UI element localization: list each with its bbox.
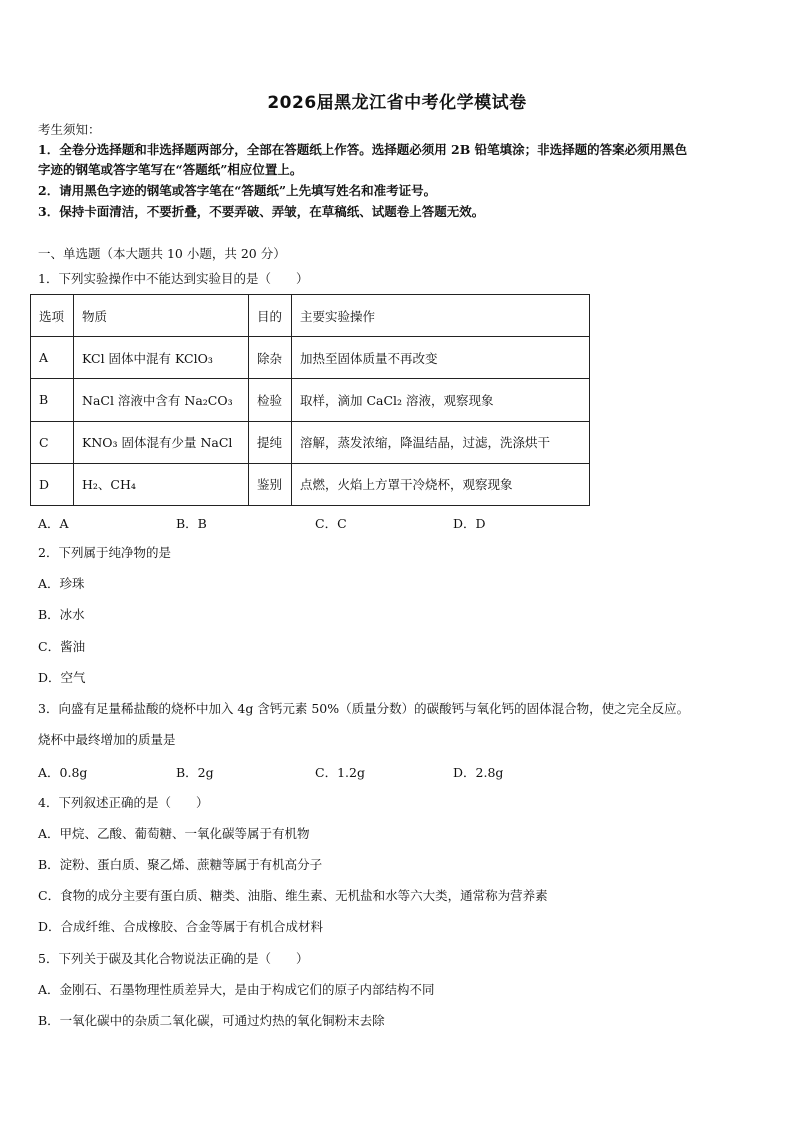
- table-cell: KNO₃ 固体混有少量 NaCl: [74, 421, 249, 463]
- question-4-option-b: B．淀粉、蛋白质、聚乙烯、蔗糖等属于有机高分子: [38, 857, 323, 872]
- table-cell: KCl 固体中混有 KClO₃: [74, 337, 249, 379]
- notice-item-2: 2．请用黑色字迹的钢笔或答字笔在“答题纸”上先填写姓名和准考证号。: [38, 183, 437, 198]
- table-row: [31, 379, 590, 421]
- question-2-option-d: D．空气: [38, 670, 86, 685]
- question-5-option-a: A．金刚石、石墨物理性质差异大，是由于构成它们的原子内部结构不同: [38, 982, 435, 997]
- table-cell: 除杂: [249, 337, 292, 379]
- option-c: C．C: [315, 516, 347, 531]
- table-row: [31, 463, 590, 505]
- question-1-table: [30, 294, 590, 506]
- option-d: D．2.8g: [453, 765, 504, 780]
- question-2-option-a: A．珍珠: [38, 576, 85, 591]
- table-cell: 检验: [249, 379, 292, 421]
- question-1-stem: 1．下列实验操作中不能达到实验目的是（ ）: [38, 271, 309, 286]
- header-cell: 主要实验操作: [292, 295, 590, 337]
- table-row: [31, 421, 590, 463]
- table-cell: 取样，滴加 CaCl₂ 溶液，观察现象: [292, 379, 590, 421]
- table-header-row: [31, 295, 590, 337]
- table-cell: NaCl 溶液中含有 Na₂CO₃: [74, 379, 249, 421]
- table-cell: 溶解，蒸发浓缩，降温结晶，过滤，洗涤烘干: [292, 421, 590, 463]
- header-cell: 物质: [74, 295, 249, 337]
- table-cell: B: [31, 379, 74, 421]
- question-4-option-c: C．食物的成分主要有蛋白质、糖类、油脂、维生素、无机盐和水等六大类，通常称为营养素: [38, 888, 548, 903]
- question-5-option-b: B．一氧化碳中的杂质二氧化碳，可通过灼热的氧化铜粉末去除: [38, 1013, 385, 1028]
- question-4-option-a: A．甲烷、乙酸、葡萄糖、一氧化碳等属于有机物: [38, 826, 310, 841]
- notice-item-3: 3．保持卡面清洁，不要折叠，不要弄破、弄皱，在草稿纸、试题卷上答题无效。: [38, 204, 485, 219]
- question-2-option-b: B．冰水: [38, 607, 85, 622]
- notice-heading: 考生须知：: [38, 122, 101, 137]
- header-cell: 选项: [31, 295, 74, 337]
- table-cell: H₂、CH₄: [74, 463, 249, 505]
- option-b: B．2g: [176, 765, 214, 780]
- table-cell: 点燃，火焰上方罩干冷烧杯，观察现象: [292, 463, 590, 505]
- option-a: A．0.8g: [38, 765, 88, 780]
- table-cell: 提纯: [249, 421, 292, 463]
- page-title: 2026届黑龙江省中考化学模试卷: [267, 93, 527, 113]
- section-heading: 一、单选题（本大题共 10 小题，共 20 分）: [38, 246, 286, 261]
- question-2-stem: 2．下列属于纯净物的是: [38, 545, 171, 560]
- question-5-stem: 5．下列关于碳及其化合物说法正确的是（ ）: [38, 951, 309, 966]
- table-cell: C: [31, 421, 74, 463]
- notice-item-1: 1．全卷分选择题和非选择题两部分，全部在答题纸上作答。选择题必须用 2B 铅笔填涂；非选择题的答案必须用黑色: [38, 142, 688, 157]
- question-3-stem: 3．向盛有足量稀盐酸的烧杯中加入 4g 含钙元素 50%（质量分数）的碳酸钙与氧化钙的固体混合物，使之完全反应。: [38, 701, 690, 716]
- option-b: B．B: [176, 516, 207, 531]
- table-row: [31, 337, 590, 379]
- option-c: C．1.2g: [315, 765, 365, 780]
- header-cell: 目的: [249, 295, 292, 337]
- question-4-option-d: D．合成纤维、合成橡胶、合金等属于有机合成材料: [38, 919, 324, 934]
- question-4-stem: 4．下列叙述正确的是（ ）: [38, 795, 209, 810]
- question-3-stem-cont: 烧杯中最终增加的质量是: [38, 732, 176, 747]
- table-cell: 加热至固体质量不再改变: [292, 337, 590, 379]
- notice-item-1-cont: 字迹的钢笔或答字笔写在“答题纸”相应位置上。: [38, 162, 303, 177]
- table-cell: D: [31, 463, 74, 505]
- table-cell: A: [31, 337, 74, 379]
- option-a: A．A: [38, 516, 69, 531]
- question-2-option-c: C．酱油: [38, 639, 86, 654]
- option-d: D．D: [453, 516, 486, 531]
- table-cell: 鉴别: [249, 463, 292, 505]
